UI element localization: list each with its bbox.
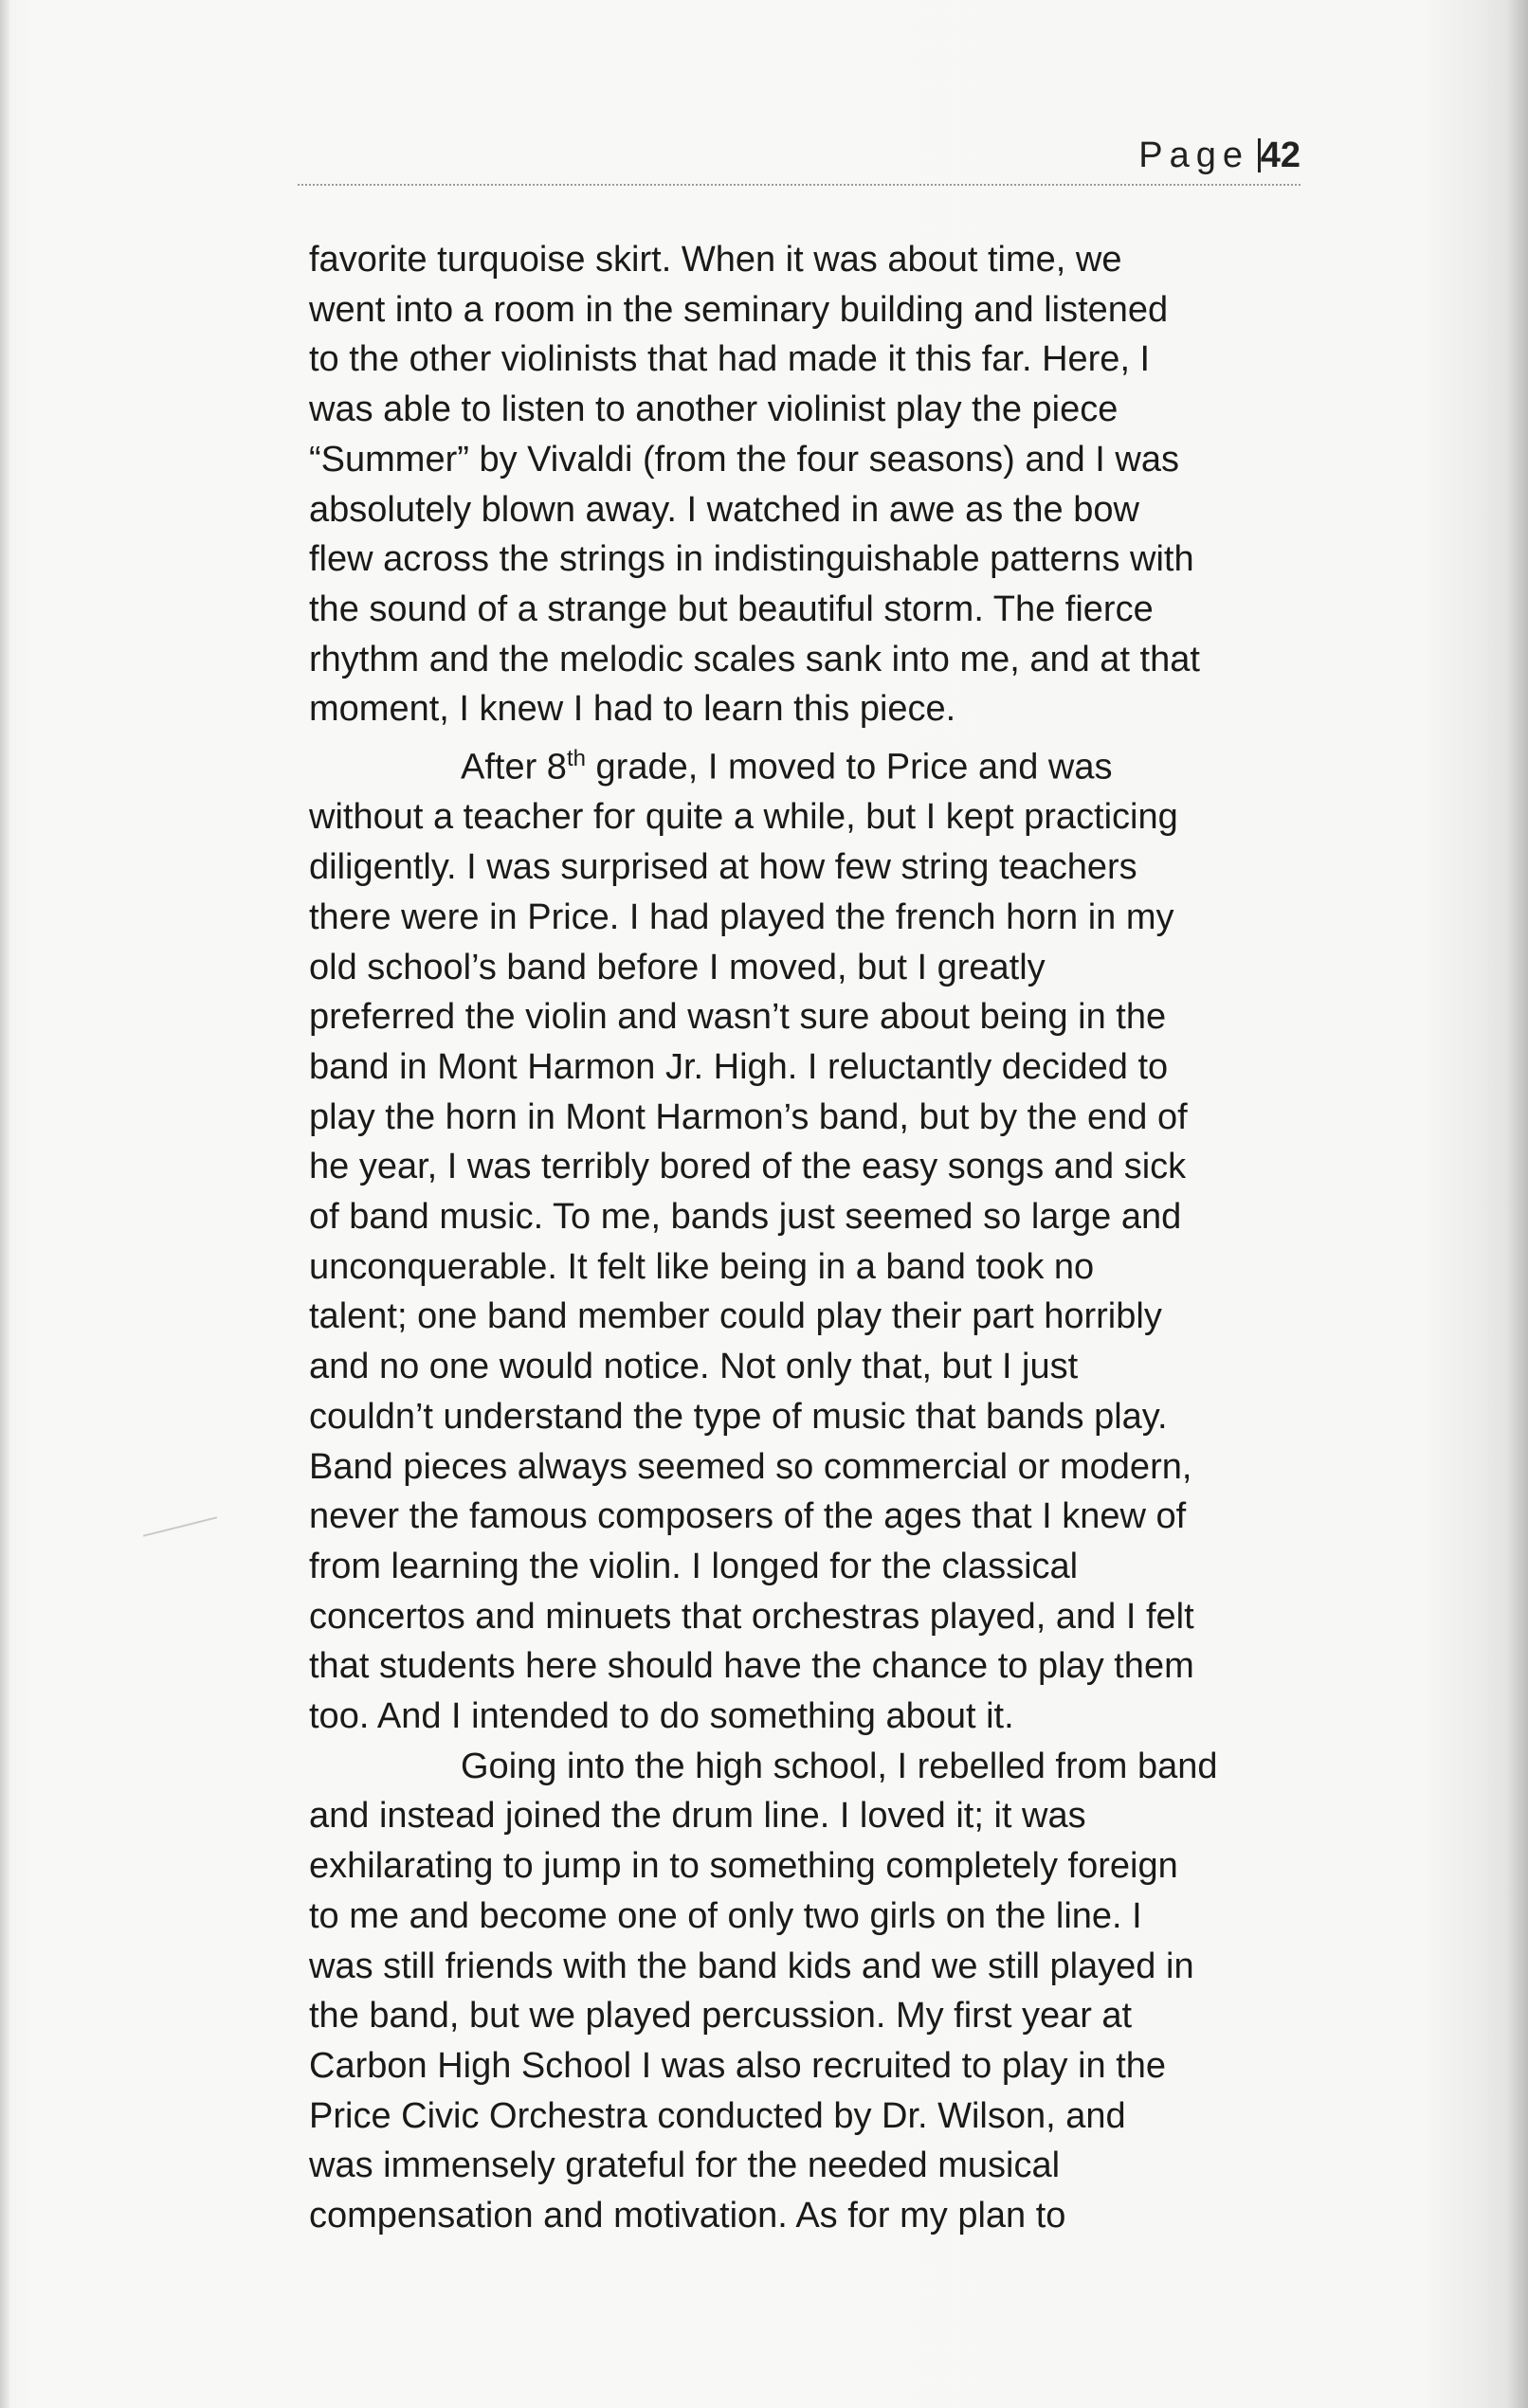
text-line: and instead joined the drum line. I loved it; it was [309,1796,1086,1837]
paragraph-start-line [309,734,1333,792]
text-line: from learning the violin. I longed for the classical [309,1546,1079,1586]
text-line: that students here should have the chance to play them [309,1646,1194,1687]
text-line: compensation and motivation. As for my plan to [309,2196,1066,2236]
margin-mark [143,1516,217,1536]
page-label: Page [1138,136,1249,175]
binding-shadow [0,0,9,2408]
text-line: to me and become one of only two girls on the line. I [309,1895,1142,1936]
text-line: exhilarating to jump in to something completely foreign [309,1846,1178,1887]
text-line: never the famous composers of the ages that I knew of [309,1496,1187,1537]
text-line: was able to listen to another violinist play the piece [309,389,1119,430]
text-line: “Summer” by Vivaldi (from the four seasons) and I was [309,439,1179,480]
text-line: diligently. I was surprised at how few string teachers [309,847,1137,888]
text-line: was immensely grateful for the needed musical [309,2145,1061,2186]
text-line: preferred the violin and wasn’t sure about being in the [309,997,1167,1038]
text-line: couldn’t understand the type of music that bands play. [309,1396,1168,1437]
text-line: favorite turquoise skirt. When it was about time, we [309,240,1122,280]
text-line: there were in Price. I had played the french horn in my [309,896,1174,937]
text-line: to the other violinists that had made it this far. Here, I [309,339,1151,380]
page-number: 42 [1260,136,1301,175]
text-line: went into a room in the seminary building and listened [309,289,1169,330]
text-line: flew across the strings in indistinguishable patterns with [309,539,1194,580]
text-run: After 8 [461,747,567,788]
running-header [298,129,1301,186]
text-line: talent; one band member could play their part horribly [309,1296,1162,1337]
text-line: too. And I intended to do something about it. [309,1696,1014,1737]
text-line: and no one would notice. Not only that, but I just [309,1347,1079,1387]
text-line: the band, but we played percussion. My first year at [309,1996,1133,2037]
text-line: Carbon High School I was also recruited to play in the [309,2045,1167,2086]
text-line: he year, I was terribly bored of the easy songs and sick [309,1147,1187,1187]
text-line: of band music. To me, bands just seemed so large and [309,1197,1182,1238]
paragraph-start-line: Going into the high school, I rebelled from band [461,1746,1218,1786]
text-line: rhythm and the melodic scales sank into me, and at that [309,639,1200,679]
text-line: the sound of a strange but beautiful storm. The fierce [309,588,1154,629]
ordinal-suffix: th [566,746,586,772]
text-line: concertos and minuets that orchestras played, and I felt [309,1596,1194,1637]
text-run: grade, I moved to Price and was [585,747,1113,788]
body-text [309,235,1333,2241]
text-line: unconquerable. It felt like being in a band took no [309,1246,1095,1287]
page-edge-shadow [1507,0,1528,2408]
text-line: Band pieces always seemed so commercial or modern, [309,1446,1192,1487]
text-line: absolutely blown away. I watched in awe as the bow [309,489,1139,530]
text-line: was still friends with the band kids and we still played in [309,1946,1194,1986]
text-line: old school’s band before I moved, but I greatly [309,947,1046,987]
text-line: Price Civic Orchestra conducted by Dr. Wilson, and [309,2095,1126,2136]
text-line: play the horn in Mont Harmon’s band, but by the end of [309,1096,1188,1137]
text-line: moment, I knew I had to learn this piece. [309,689,956,730]
text-line: without a teacher for quite a while, but I kept practicing [309,797,1178,838]
text-line: band in Mont Harmon Jr. High. I reluctantly decided to [309,1046,1169,1087]
